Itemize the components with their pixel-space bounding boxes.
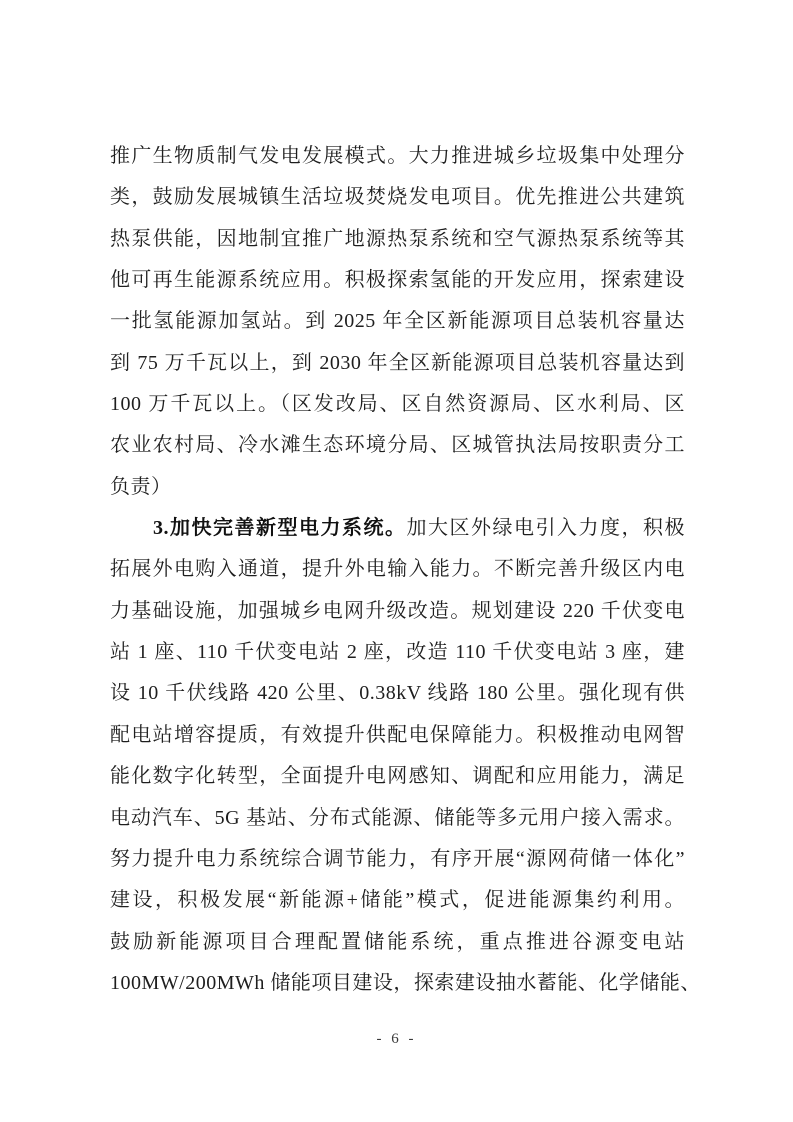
text-line	[110, 136, 685, 177]
text-line-content: 鼓励新能源项目合理配置储能系统，重点推进谷源变电站	[110, 930, 685, 953]
text-line-content: 100MW/200MWh 储能项目建设，探索建设抽水蓄能、化学储能、	[110, 971, 701, 994]
text-line-content: 负责）	[110, 475, 172, 498]
text-line-content: 加大区外绿电引入力度，积极	[406, 517, 685, 540]
text-line-content: 推广生物质制气发电发展模式。大力推进城乡垃圾集中处理分	[110, 145, 685, 167]
text-line	[110, 591, 685, 632]
text-line-content: 农业农村局、冷水滩生态环境分局、区城管执法局按职责分工	[110, 434, 685, 457]
text-line	[110, 798, 685, 839]
document-body	[110, 136, 701, 1004]
text-line	[110, 880, 685, 921]
text-line-content: 站 1 座、110 千伏变电站 2 座，改造 110 千伏变电站 3 座，建	[110, 641, 685, 664]
text-line	[110, 549, 685, 590]
text-line	[110, 425, 685, 466]
text-line	[110, 839, 685, 880]
text-line-content: 努力提升电力系统综合调节能力，有序开展“源网荷储一体化”	[110, 847, 685, 870]
text-line-content: 热泵供能，因地制宜推广地源热泵系统和空气源热泵系统等其	[110, 227, 685, 250]
text-line	[110, 177, 685, 218]
text-line	[110, 343, 685, 384]
text-line-content: 一批氢能源加氢站。到 2025 年全区新能源项目总装机容量达	[110, 310, 685, 333]
text-line-content: 拓展外电购入通道，提升外电输入能力。不断完善升级区内电	[110, 558, 685, 581]
text-line-content: 设 10 千伏线路 420 公里、0.38kV 线路 180 公里。强化现有供	[110, 682, 685, 705]
text-line	[110, 301, 685, 342]
text-line	[110, 673, 685, 714]
text-line-content: 能化数字化转型，全面提升电网感知、调配和应用能力，满足	[110, 765, 685, 788]
text-line	[110, 219, 685, 260]
text-line	[110, 508, 685, 549]
text-line-content: 100 万千瓦以上。（区发改局、区自然资源局、区水利局、区	[110, 393, 685, 416]
text-line-content: 到 75 万千瓦以上，到 2030 年全区新能源项目总装机容量达到	[110, 351, 685, 374]
text-line	[110, 384, 685, 425]
text-line-content: 配电站增容提质，有效提升供配电保障能力。积极推动电网智	[110, 723, 685, 746]
text-line-content: 建设，积极发展“新能源+储能”模式，促进能源集约利用。	[110, 889, 685, 912]
text-line	[110, 756, 685, 797]
text-line	[110, 467, 685, 508]
text-line	[110, 260, 685, 301]
page-number: - 6 -	[376, 1031, 417, 1047]
paragraph-heading: 3.加快完善新型电力系统。	[153, 517, 407, 540]
text-line	[110, 715, 685, 756]
text-line-content: 类，鼓励发展城镇生活垃圾焚烧发电项目。优先推进公共建筑	[110, 186, 685, 209]
text-line-content: 他可再生能源系统应用。积极探索氢能的开发应用，探索建设	[110, 269, 685, 292]
text-line-content: 电动汽车、5G 基站、分布式能源、储能等多元用户接入需求。	[110, 806, 685, 829]
text-line	[110, 963, 701, 1004]
text-line	[110, 632, 685, 673]
text-line-content: 力基础设施，加强城乡电网升级改造。规划建设 220 千伏变电	[110, 599, 685, 622]
text-line	[110, 922, 685, 963]
